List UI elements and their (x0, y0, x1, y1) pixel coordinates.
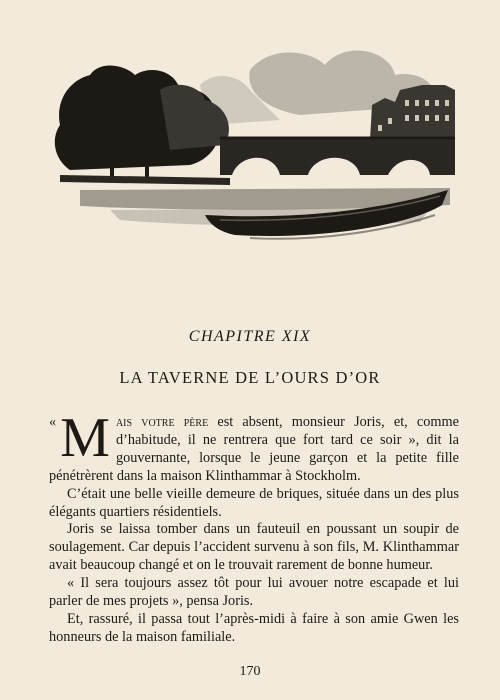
paragraph-2: C’était une belle vieille demeure de briques, située dans un des plus élégants quartiers résidentiels. (49, 485, 459, 520)
chapter-number: CHAPITRE XIX (188, 328, 312, 345)
drop-cap: M (60, 407, 110, 469)
page-number: 170 (239, 664, 261, 679)
paragraph-1 (49, 407, 459, 486)
paragraph-5: Et, rassuré, il passa tout l’après-midi à faire à son amie Gwen les honneurs de la maison familiale. (49, 610, 459, 645)
chapter-title: LA TAVERNE DE L’OURS D’OR (119, 368, 381, 387)
opening-quote: « (49, 414, 57, 430)
bridge-river-illustration (50, 30, 465, 260)
paragraph-1-text: est absent, monsieur Joris, et, comme d’habitude, il ne rentrera que fort tard ce soir », dit la gouvernante, lorsque le jeune garçon et la petite fille pénétrèrent dans la maison Klinthammar à Stockholm. (49, 414, 459, 484)
body-text (49, 407, 459, 647)
lead-in-small-caps: ais votre père (115, 414, 209, 430)
paragraph-4: « Il sera toujours assez tôt pour lui avouer notre escapade et lui parler de mes projets », pensa Joris. (49, 575, 459, 610)
paragraph-3: Joris se laissa tomber dans un fauteuil en poussant un soupir de soulagement. Car depuis l’accident survenu à son fils, M. Klinthammar avait beaucoup changé et on le trouvait rarement de bonne humeur. (49, 521, 459, 574)
